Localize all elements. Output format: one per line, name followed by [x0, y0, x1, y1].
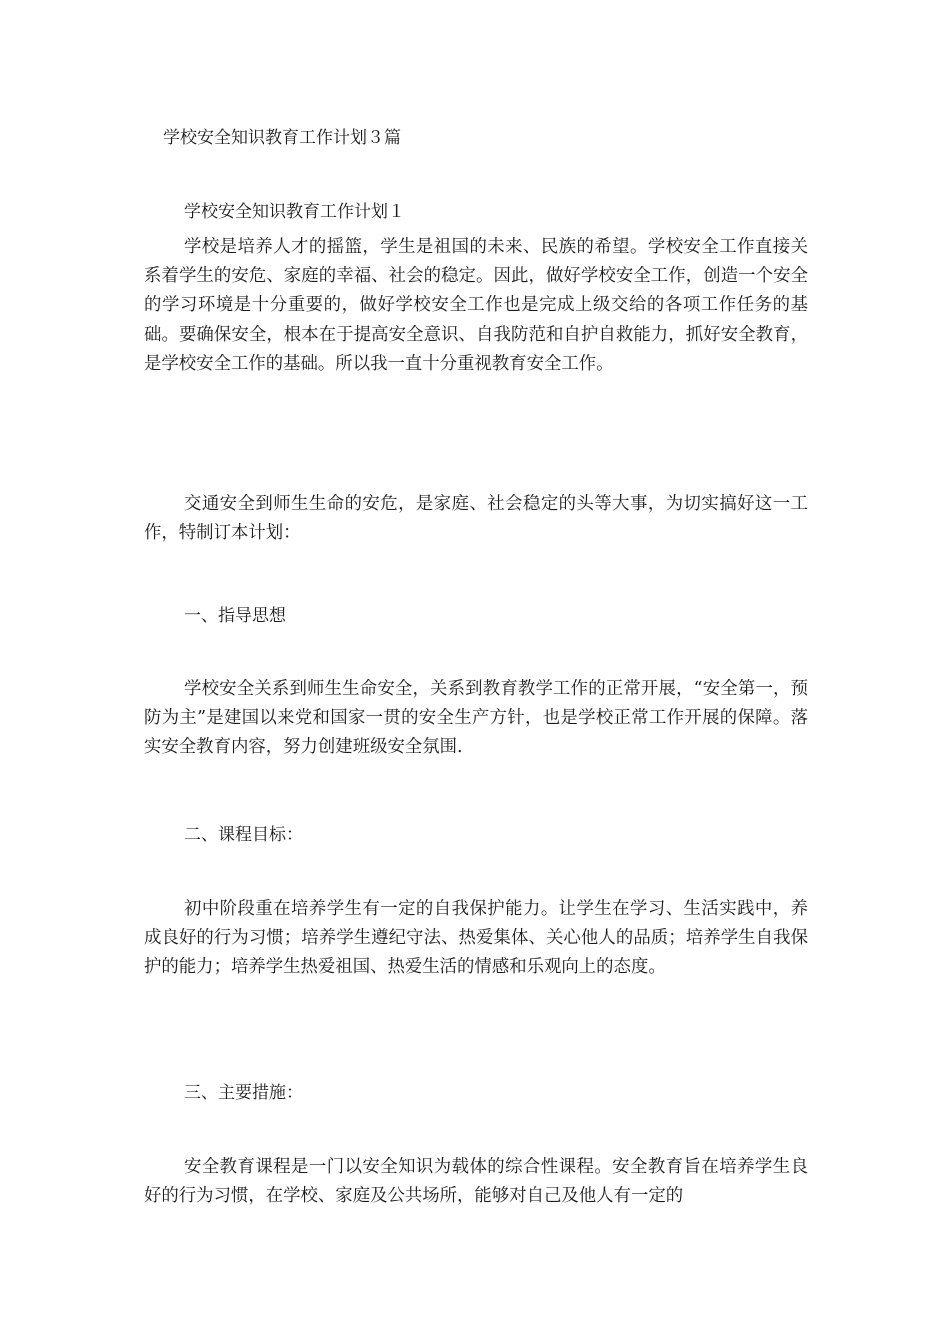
paragraph-traffic: 交通安全到师生生命的安危，是家庭、社会稳定的头等大事，为切实搞好这一工作，特制订本计划：	[144, 494, 808, 544]
heading-course-goals: 二、课程目标：	[184, 825, 303, 845]
paragraph-intro: 学校是培养人才的摇篮，学生是祖国的未来、民族的希望。学校安全工作直接关系着学生的安危、家庭的幸福、社会的稳定。因此，做好学校安全工作，创造一个安全的学习环境是十分重要的，做好学校安全工作也是完成上级交给的各项工作任务的基础。要确保安全，根本在于提高安全意识、自我防范和自护自救能力，抓好安全教育，是学校安全工作的基础。所以我一直十分重视教育安全工作。	[144, 237, 808, 374]
document-title: 学校安全知识教育工作计划３篇	[163, 128, 401, 148]
paragraph-guiding: 学校安全关系到师生生命安全，关系到教育教学工作的正常开展，“安全第一，预防为主”是建国以来党和国家一贯的安全生产方针，也是学校正常工作开展的保障。落实安全教育内容，努力创建班级安全氛围.	[144, 679, 808, 758]
paragraph-measures: 安全教育课程是一门以安全知识为载体的综合性课程。安全教育旨在培养学生良好的行为习惯，在学校、家庭及公共场所，能够对自己及他人有一定的	[144, 1157, 808, 1207]
heading-main-measures: 三、主要措施：	[184, 1083, 303, 1103]
paragraph-goals: 初中阶段重在培养学生有一定的自我保护能力。让学生在学习、生活实践中，养成良好的行为习惯；培养学生遵纪守法、热爱集体、关心他人的品质；培养学生自我保护的能力；培养学生热爱祖国、热爱生活的情感和乐观向上的态度。	[144, 899, 808, 978]
section-title: 学校安全知识教育工作计划１	[184, 202, 405, 222]
heading-guiding-thought: 一、指导思想	[184, 606, 286, 626]
